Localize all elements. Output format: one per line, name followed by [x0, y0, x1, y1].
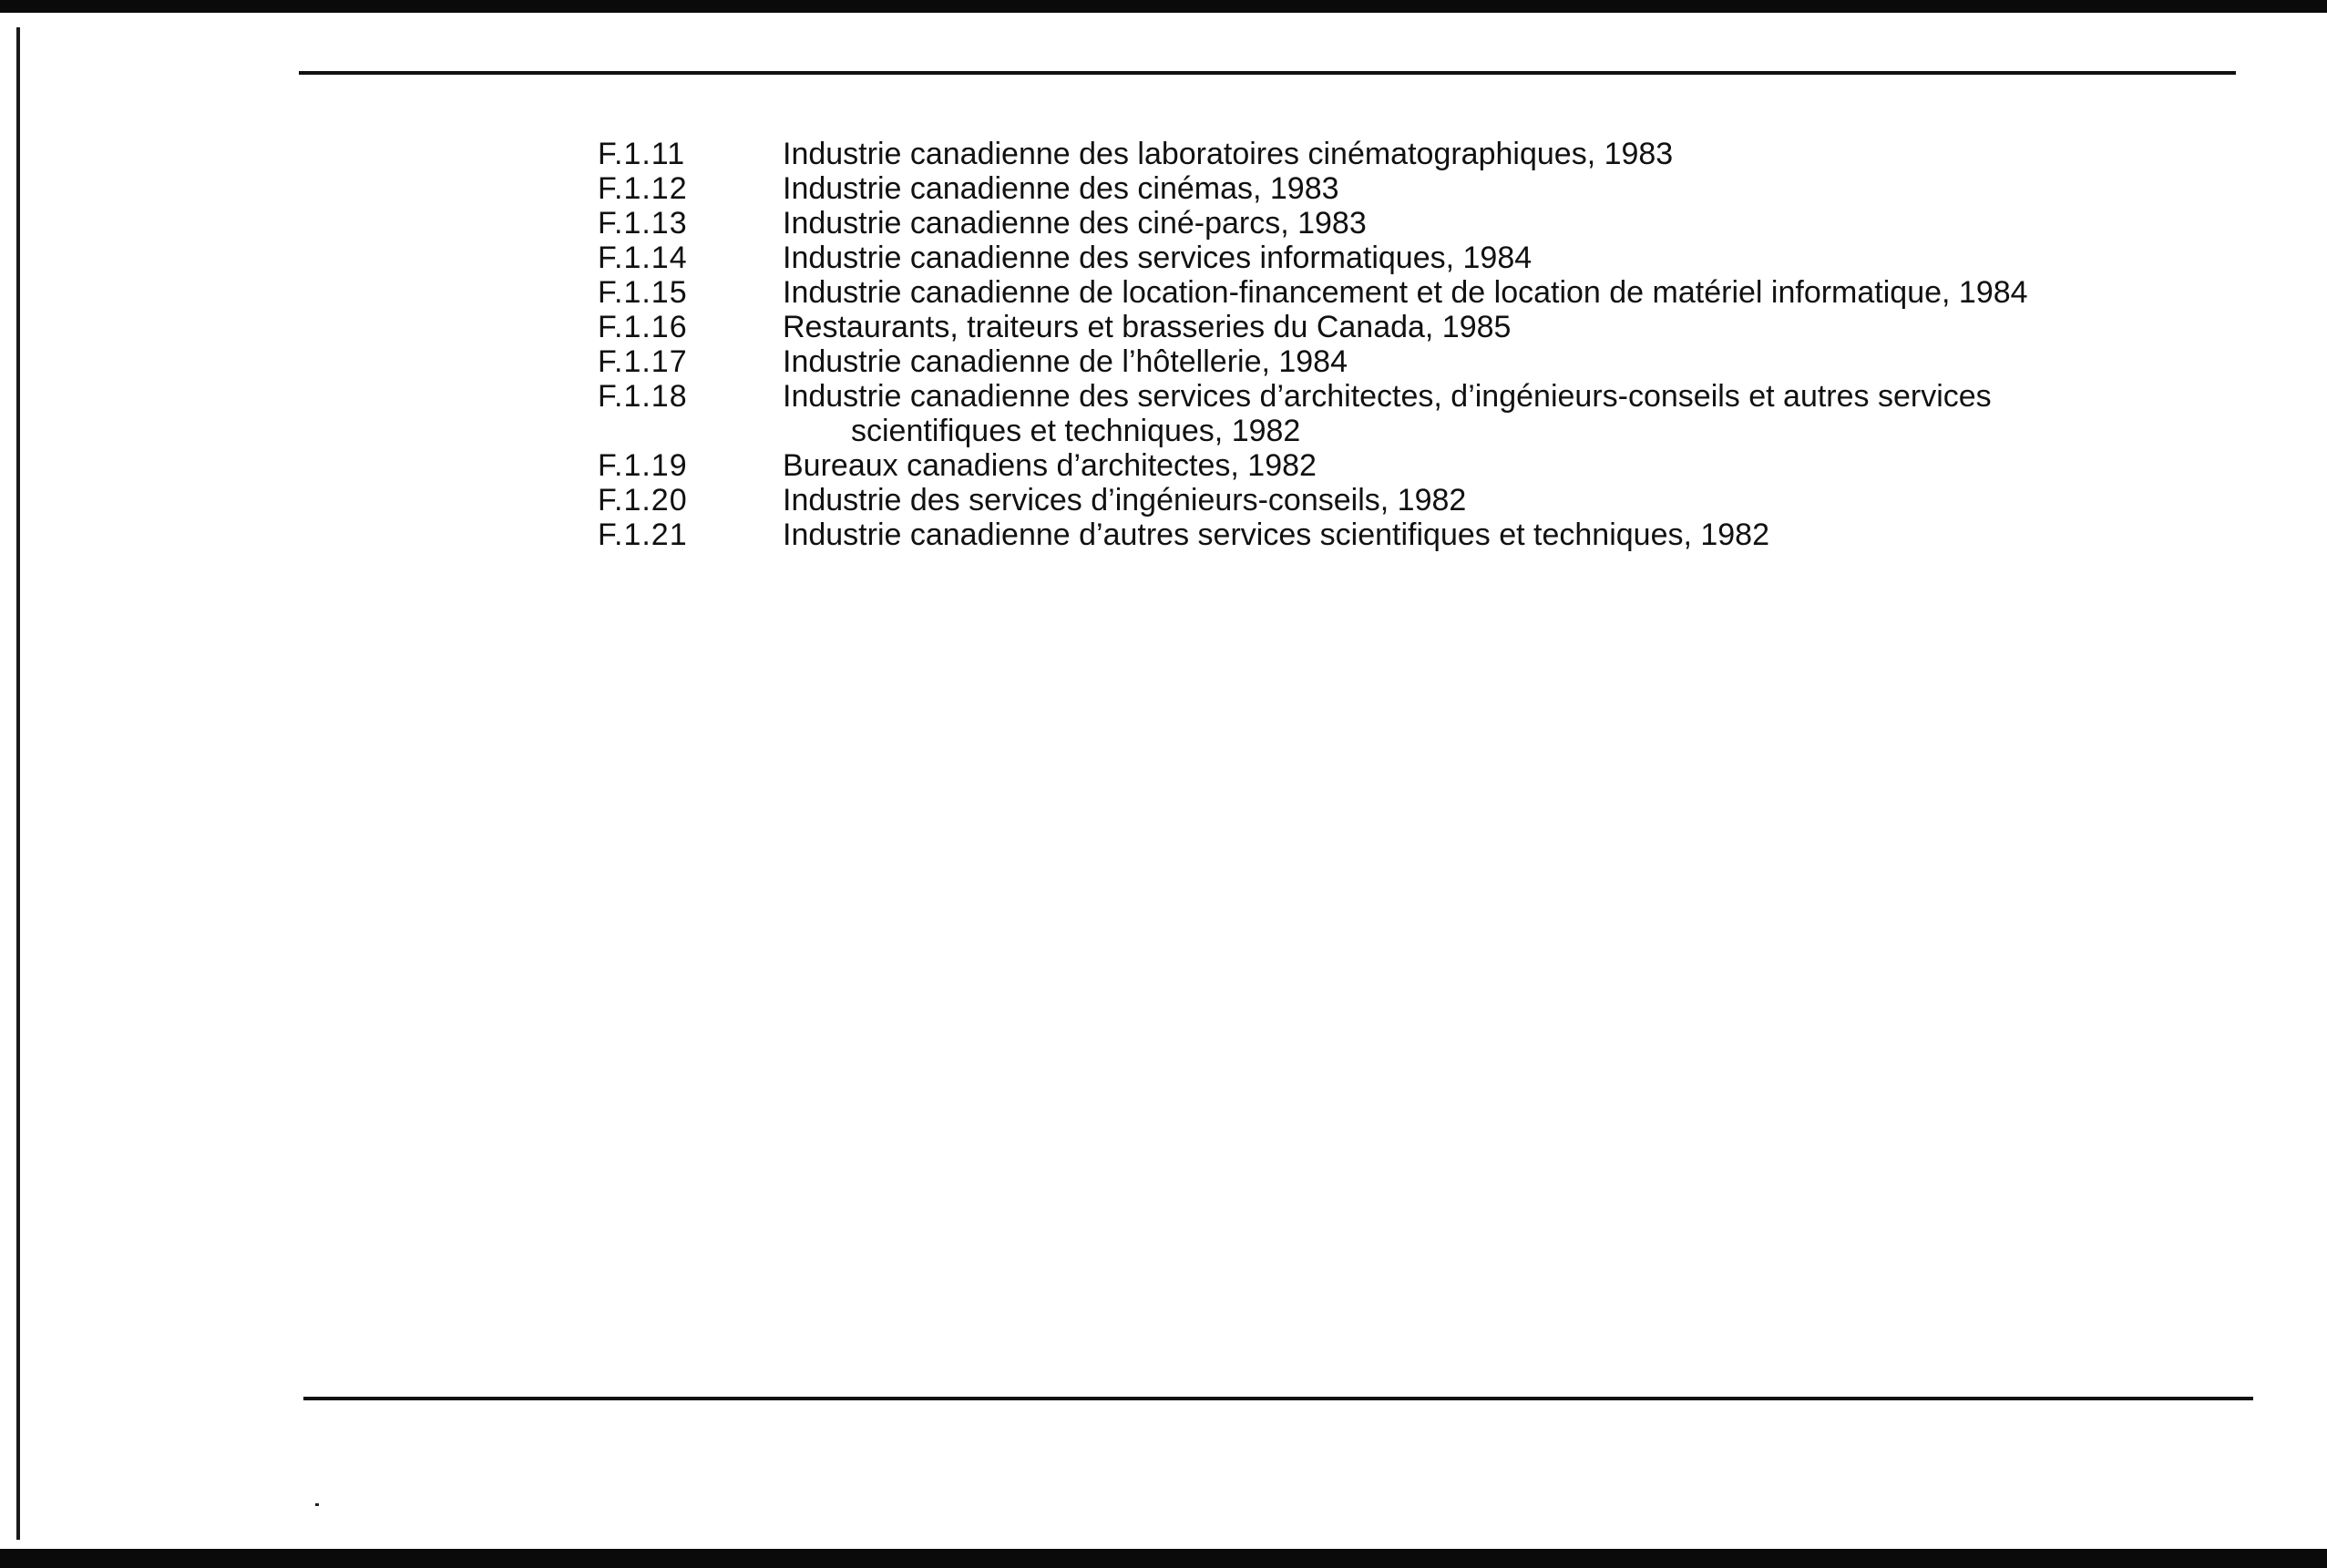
entry-code: F.1.19 — [598, 448, 688, 483]
top-rule — [299, 71, 2236, 75]
publication-list — [598, 137, 2183, 552]
list-item — [598, 379, 2183, 414]
entry-code: F.1.17 — [598, 344, 688, 379]
list-item — [598, 483, 2183, 518]
entry-code: F.1.11 — [598, 137, 686, 171]
entry-title: Industrie canadienne des ciné-parcs, 1983 — [783, 206, 1367, 241]
entry-code: F.1.14 — [598, 241, 688, 275]
entry-code: F.1.16 — [598, 310, 688, 344]
entry-code: F.1.13 — [598, 206, 688, 241]
entry-code: F.1.20 — [598, 483, 688, 518]
entry-title: Industrie canadienne des services informatiques, 1984 — [783, 241, 1533, 275]
entry-title: Industrie canadienne de location-financement et de location de matériel informatique, 1984 — [783, 275, 2028, 310]
entry-code: F.1.12 — [598, 171, 688, 206]
scan-border-left — [16, 27, 20, 1540]
entry-title: Industrie canadienne d’autres services scientifiques et techniques, 1982 — [783, 518, 1770, 552]
list-item — [598, 275, 2183, 310]
scan-border-top — [0, 0, 2327, 13]
list-item — [598, 448, 2183, 483]
entry-title-continuation: scientifiques et techniques, 1982 — [851, 414, 1301, 448]
list-item — [598, 206, 2183, 241]
list-item — [598, 137, 2183, 171]
bottom-rule — [303, 1397, 2253, 1400]
list-item — [598, 241, 2183, 275]
entry-title: Industrie canadienne des cinémas, 1983 — [783, 171, 1339, 206]
list-item — [598, 518, 2183, 552]
entry-title: Industrie canadienne des services d’architectes, d’ingénieurs-conseils et autres services — [783, 379, 1992, 414]
entry-title: Industrie des services d’ingénieurs-conseils, 1982 — [783, 483, 1467, 518]
list-item — [598, 310, 2183, 344]
list-item — [598, 344, 2183, 379]
entry-code: F.1.18 — [598, 379, 688, 414]
scan-border-bottom — [0, 1549, 2327, 1568]
entry-title: Industrie canadienne des laboratoires cinématographiques, 1983 — [783, 137, 1674, 171]
entry-title: Bureaux canadiens d’architectes, 1982 — [783, 448, 1317, 483]
entry-code: F.1.21 — [598, 518, 688, 552]
entry-title: Industrie canadienne de l’hôtellerie, 1984 — [783, 344, 1348, 379]
entry-code: F.1.15 — [598, 275, 688, 310]
entry-title: Restaurants, traiteurs et brasseries du Canada, 1985 — [783, 310, 1512, 344]
scan-speck — [315, 1503, 319, 1506]
list-item — [598, 171, 2183, 206]
